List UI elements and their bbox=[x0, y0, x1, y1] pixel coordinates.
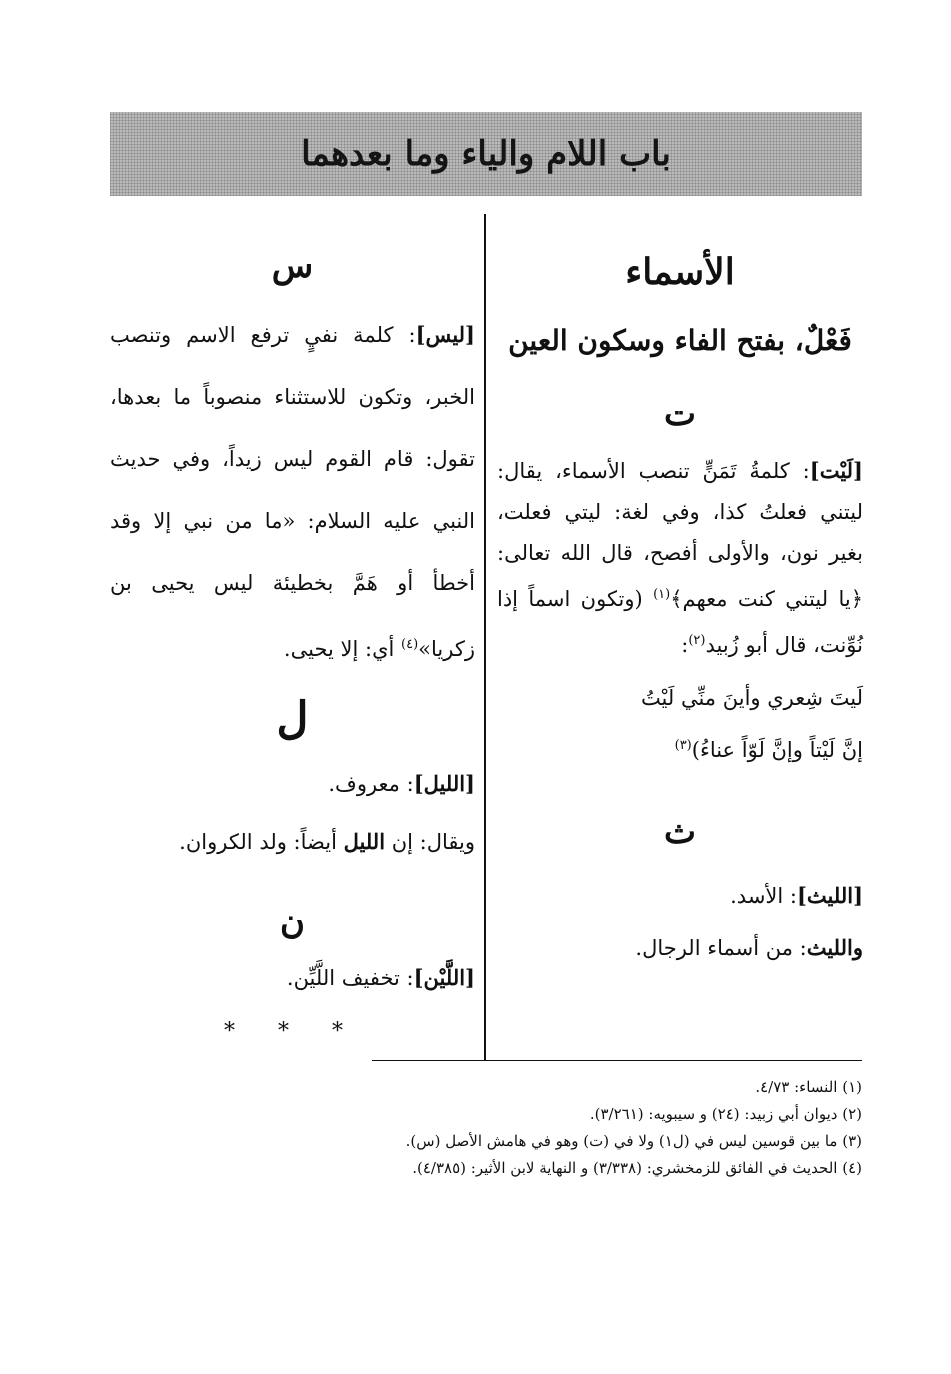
entry-layt-text-2: (وتكون اسماً إذا نُوِّنت، قال أبو زُبيد bbox=[497, 587, 863, 657]
section-end-stars: * * * bbox=[224, 1019, 361, 1044]
verse-line-1: لَيتَ شِعري وأينَ منِّي لَيْتُ bbox=[640, 686, 863, 710]
entry-laysa-text-2: أي: إلا يحيى. bbox=[283, 637, 402, 661]
entry-laysa-text: : كلمة نفيٍ ترفع الاسم وتنصب الخبر، وتكون للاستثناء منصوباً ما بعدها، تقول: قام القوم ليس زيداً، وفي حديث النبي عليه السلام: «ما من نبي إلا وقد أخطأ أو هَمَّ بخطيئة ليس يحيى بن زكريا» bbox=[110, 323, 475, 661]
entry-layth bbox=[497, 870, 863, 922]
footnote-ref-2: (٢) bbox=[688, 633, 706, 648]
entry-layth-text: : الأسد. bbox=[730, 884, 797, 908]
entry-layl-2-pre: ويقال: إن bbox=[385, 830, 475, 854]
footnotes bbox=[110, 1074, 862, 1182]
verse-line-2 bbox=[497, 722, 863, 774]
pattern-subtitle: فَعْلٌ، بفتح الفاء وسكون العين bbox=[508, 324, 852, 357]
entry-layth-2 bbox=[497, 922, 863, 974]
footnote-rule bbox=[372, 1060, 862, 1061]
letter-heading-nun: ن bbox=[280, 902, 305, 942]
footnote-ref-3: (٣) bbox=[674, 738, 692, 753]
footnote-1: (١) النساء: ٤/٧٣. bbox=[755, 1078, 862, 1096]
footnote-4: (٤) الحديث في الفائق للزمخشري: (٣/٣٣٨) و النهاية لابن الأثير: (٤/٣٨٥). bbox=[412, 1159, 862, 1177]
chapter-title: باب اللام والياء وما بعدهما bbox=[301, 134, 671, 174]
chapter-header bbox=[110, 112, 862, 196]
left-column bbox=[110, 236, 475, 1052]
entry-layn-text: : تخفيف اللَّيِّن. bbox=[286, 966, 414, 990]
letter-heading-sin: س bbox=[271, 246, 314, 286]
headword-laysa: [ليس] bbox=[415, 322, 475, 347]
entry-laysa bbox=[110, 304, 475, 680]
entry-layl-2-text: أيضاً: ولد الكروان. bbox=[179, 830, 344, 854]
entry-layth-2-text: : من أسماء الرجال. bbox=[635, 936, 807, 960]
footnote-ref-1: (١) bbox=[653, 587, 671, 602]
entry-layl-text: : معروف. bbox=[328, 772, 414, 796]
headword-layt: [لَيْت] bbox=[809, 458, 863, 483]
entry-layn bbox=[110, 952, 475, 1004]
footnote-3: (٣) ما بين قوسين ليس في (ل١) ولا في (ت) وهو في هامش الأصل (س). bbox=[405, 1132, 862, 1150]
headword-layn: [اللَّيْن] bbox=[413, 965, 475, 990]
column-divider bbox=[484, 214, 486, 1060]
entry-layt-text: : كلمةُ تَمَنٍّ تنصب الأسماء، يقال: ليتني فعلتُ كذا، وفي لغة: ليتي فعلت، بغير نون، والأولى أفصح، قال الله تعالى: ﴿يا ليتني كنت معهم﴾ bbox=[497, 459, 863, 611]
headword-layl-2: الليل bbox=[343, 829, 386, 854]
headword-layth: [الليث] bbox=[796, 883, 863, 908]
entry-layl bbox=[110, 758, 475, 810]
footnote-ref-4: (٤) bbox=[401, 637, 419, 652]
entry-layt-text-3: : bbox=[681, 633, 689, 657]
verse-line-2-text: إنَّ لَيْتاً وإنَّ لَوّاً عناءُ) bbox=[691, 738, 863, 762]
right-column bbox=[497, 240, 863, 974]
letter-heading-ta: ت bbox=[663, 394, 696, 434]
letter-heading-tha: ث bbox=[663, 812, 696, 852]
footnote-2: (٢) ديوان أبي زبيد: (٢٤) و سيبويه: (٣/٢٦١). bbox=[589, 1105, 862, 1123]
entry-layl-2 bbox=[110, 816, 475, 868]
section-title: الأسماء bbox=[625, 251, 735, 293]
letter-heading-lam: ل bbox=[276, 693, 309, 744]
headword-layl: [الليل] bbox=[413, 771, 475, 796]
headword-layth-2: والليث bbox=[806, 935, 863, 960]
entry-layt bbox=[497, 450, 863, 666]
